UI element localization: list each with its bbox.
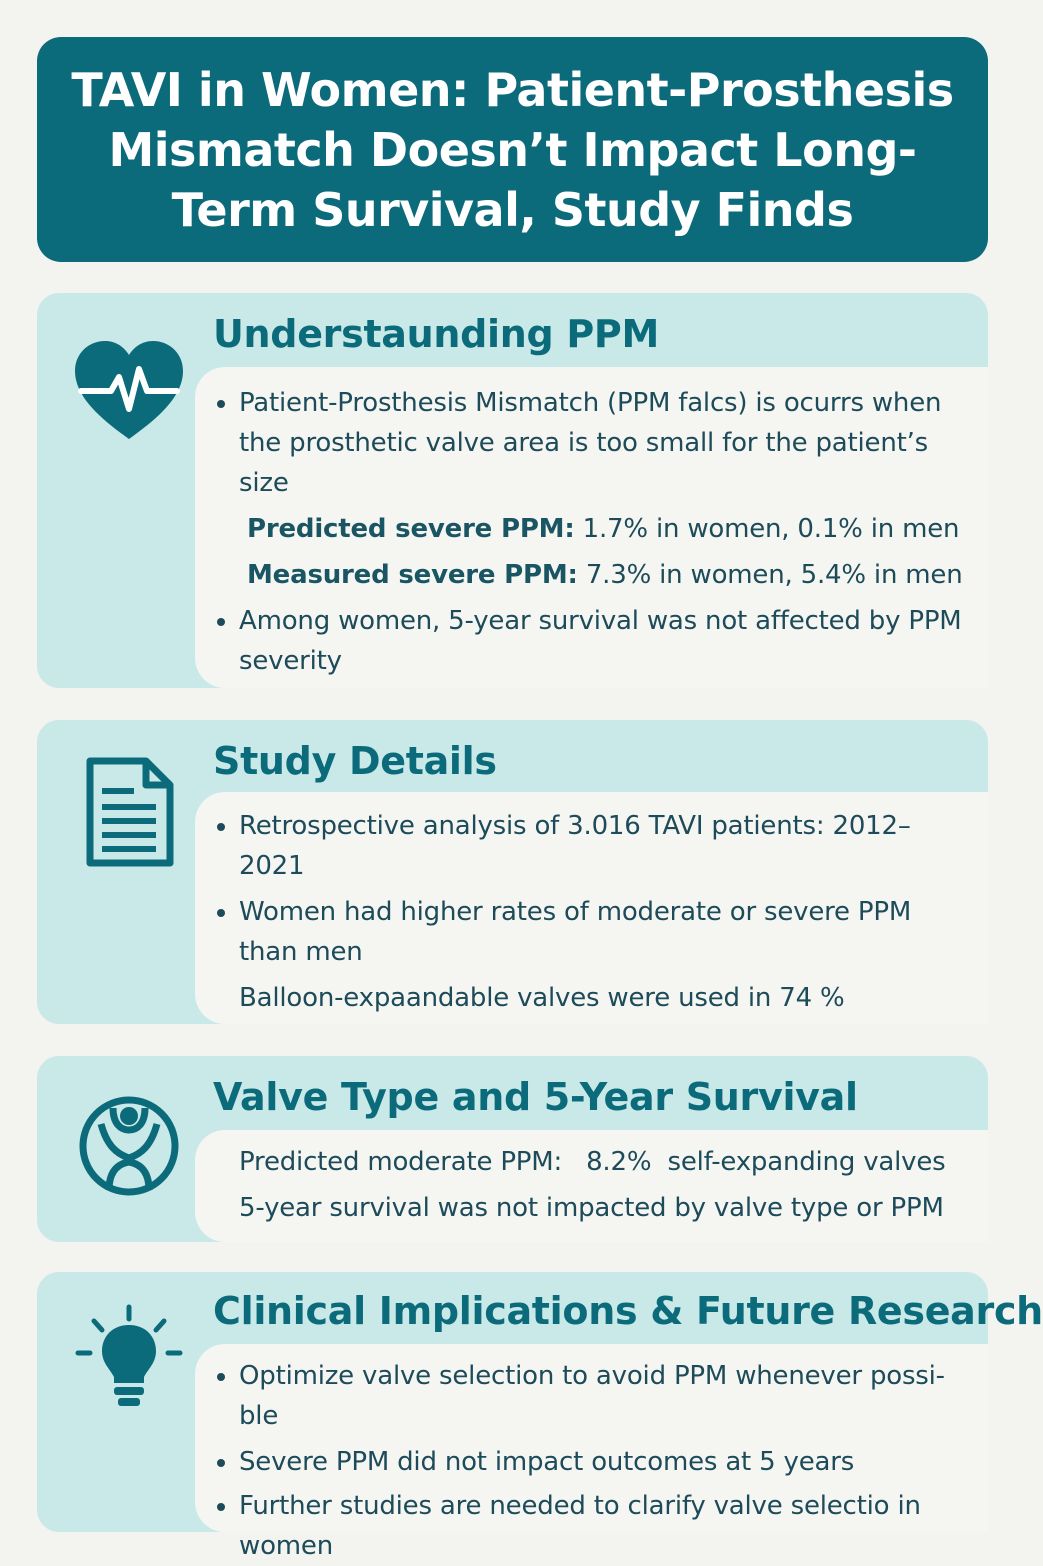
list-item: Retrospective analysis of 3.016 TAVI patients: 2012–2021	[239, 806, 970, 886]
stat-label: Measured severe PPM:	[247, 560, 578, 590]
lightbulb-icon	[79, 1308, 179, 1408]
section-body	[195, 367, 988, 688]
section-heading: Study Details	[213, 739, 497, 783]
list-item: Among women, 5-year survival was not affected by PPM severity	[239, 601, 970, 681]
list-item: 5-year survival was not impacted by valve type or PPM	[239, 1193, 944, 1223]
page-title: TAVI in Women: Patient-Prosthesis Mismatch Doesn’t Impact Long-Term Survival, Study Finds	[71, 62, 954, 237]
title-banner	[37, 37, 988, 262]
heart-pulse-icon	[79, 341, 179, 441]
list-item: Patient-Prosthesis Mismatch (PPM falcs) is ocurrs when the prosthetic valve area is too small for the patient’s size	[239, 383, 970, 503]
stat-value: 7.3% in women, 5.4% in men	[585, 560, 963, 590]
section-body	[195, 1130, 988, 1242]
list-item: Balloon-expaandable valves were used in 74 %	[239, 983, 845, 1013]
stat-value: 1.7% in women, 0.1% in men	[582, 514, 960, 544]
section-heading: Understaunding PPM	[213, 312, 659, 356]
section-heading: Clinical Implications & Future Research	[213, 1289, 1043, 1333]
section-study-details	[37, 720, 988, 1024]
section-heading: Valve Type and 5-Year Survival	[213, 1075, 858, 1119]
document-icon	[79, 762, 179, 862]
list-item: Further studies are needed to clarify valve selectio in women	[239, 1486, 970, 1566]
stat-predicted-moderate	[239, 1142, 970, 1182]
stat-predicted-severe	[239, 509, 970, 549]
valve-icon	[79, 1096, 179, 1196]
stat-measured-severe	[239, 555, 970, 595]
list-item: Women had higher rates of moderate or severe PPM than men	[239, 892, 970, 972]
list-item: Optimize valve selection to avoid PPM whenever possi-ble	[239, 1356, 970, 1436]
section-valve-type	[37, 1056, 988, 1242]
section-body	[195, 1344, 988, 1561]
stat-label: Predicted moderate PPM:	[239, 1147, 563, 1177]
section-body	[195, 792, 988, 1024]
stat-label: Predicted severe PPM:	[247, 514, 575, 544]
list-item: Severe PPM did not impact outcomes at 5 years	[239, 1442, 970, 1482]
stat-note: self-expanding valves	[667, 1147, 946, 1177]
section-understanding-ppm	[37, 293, 988, 688]
section-clinical-implications	[37, 1272, 1043, 1561]
stat-value: 8.2%	[586, 1147, 652, 1177]
